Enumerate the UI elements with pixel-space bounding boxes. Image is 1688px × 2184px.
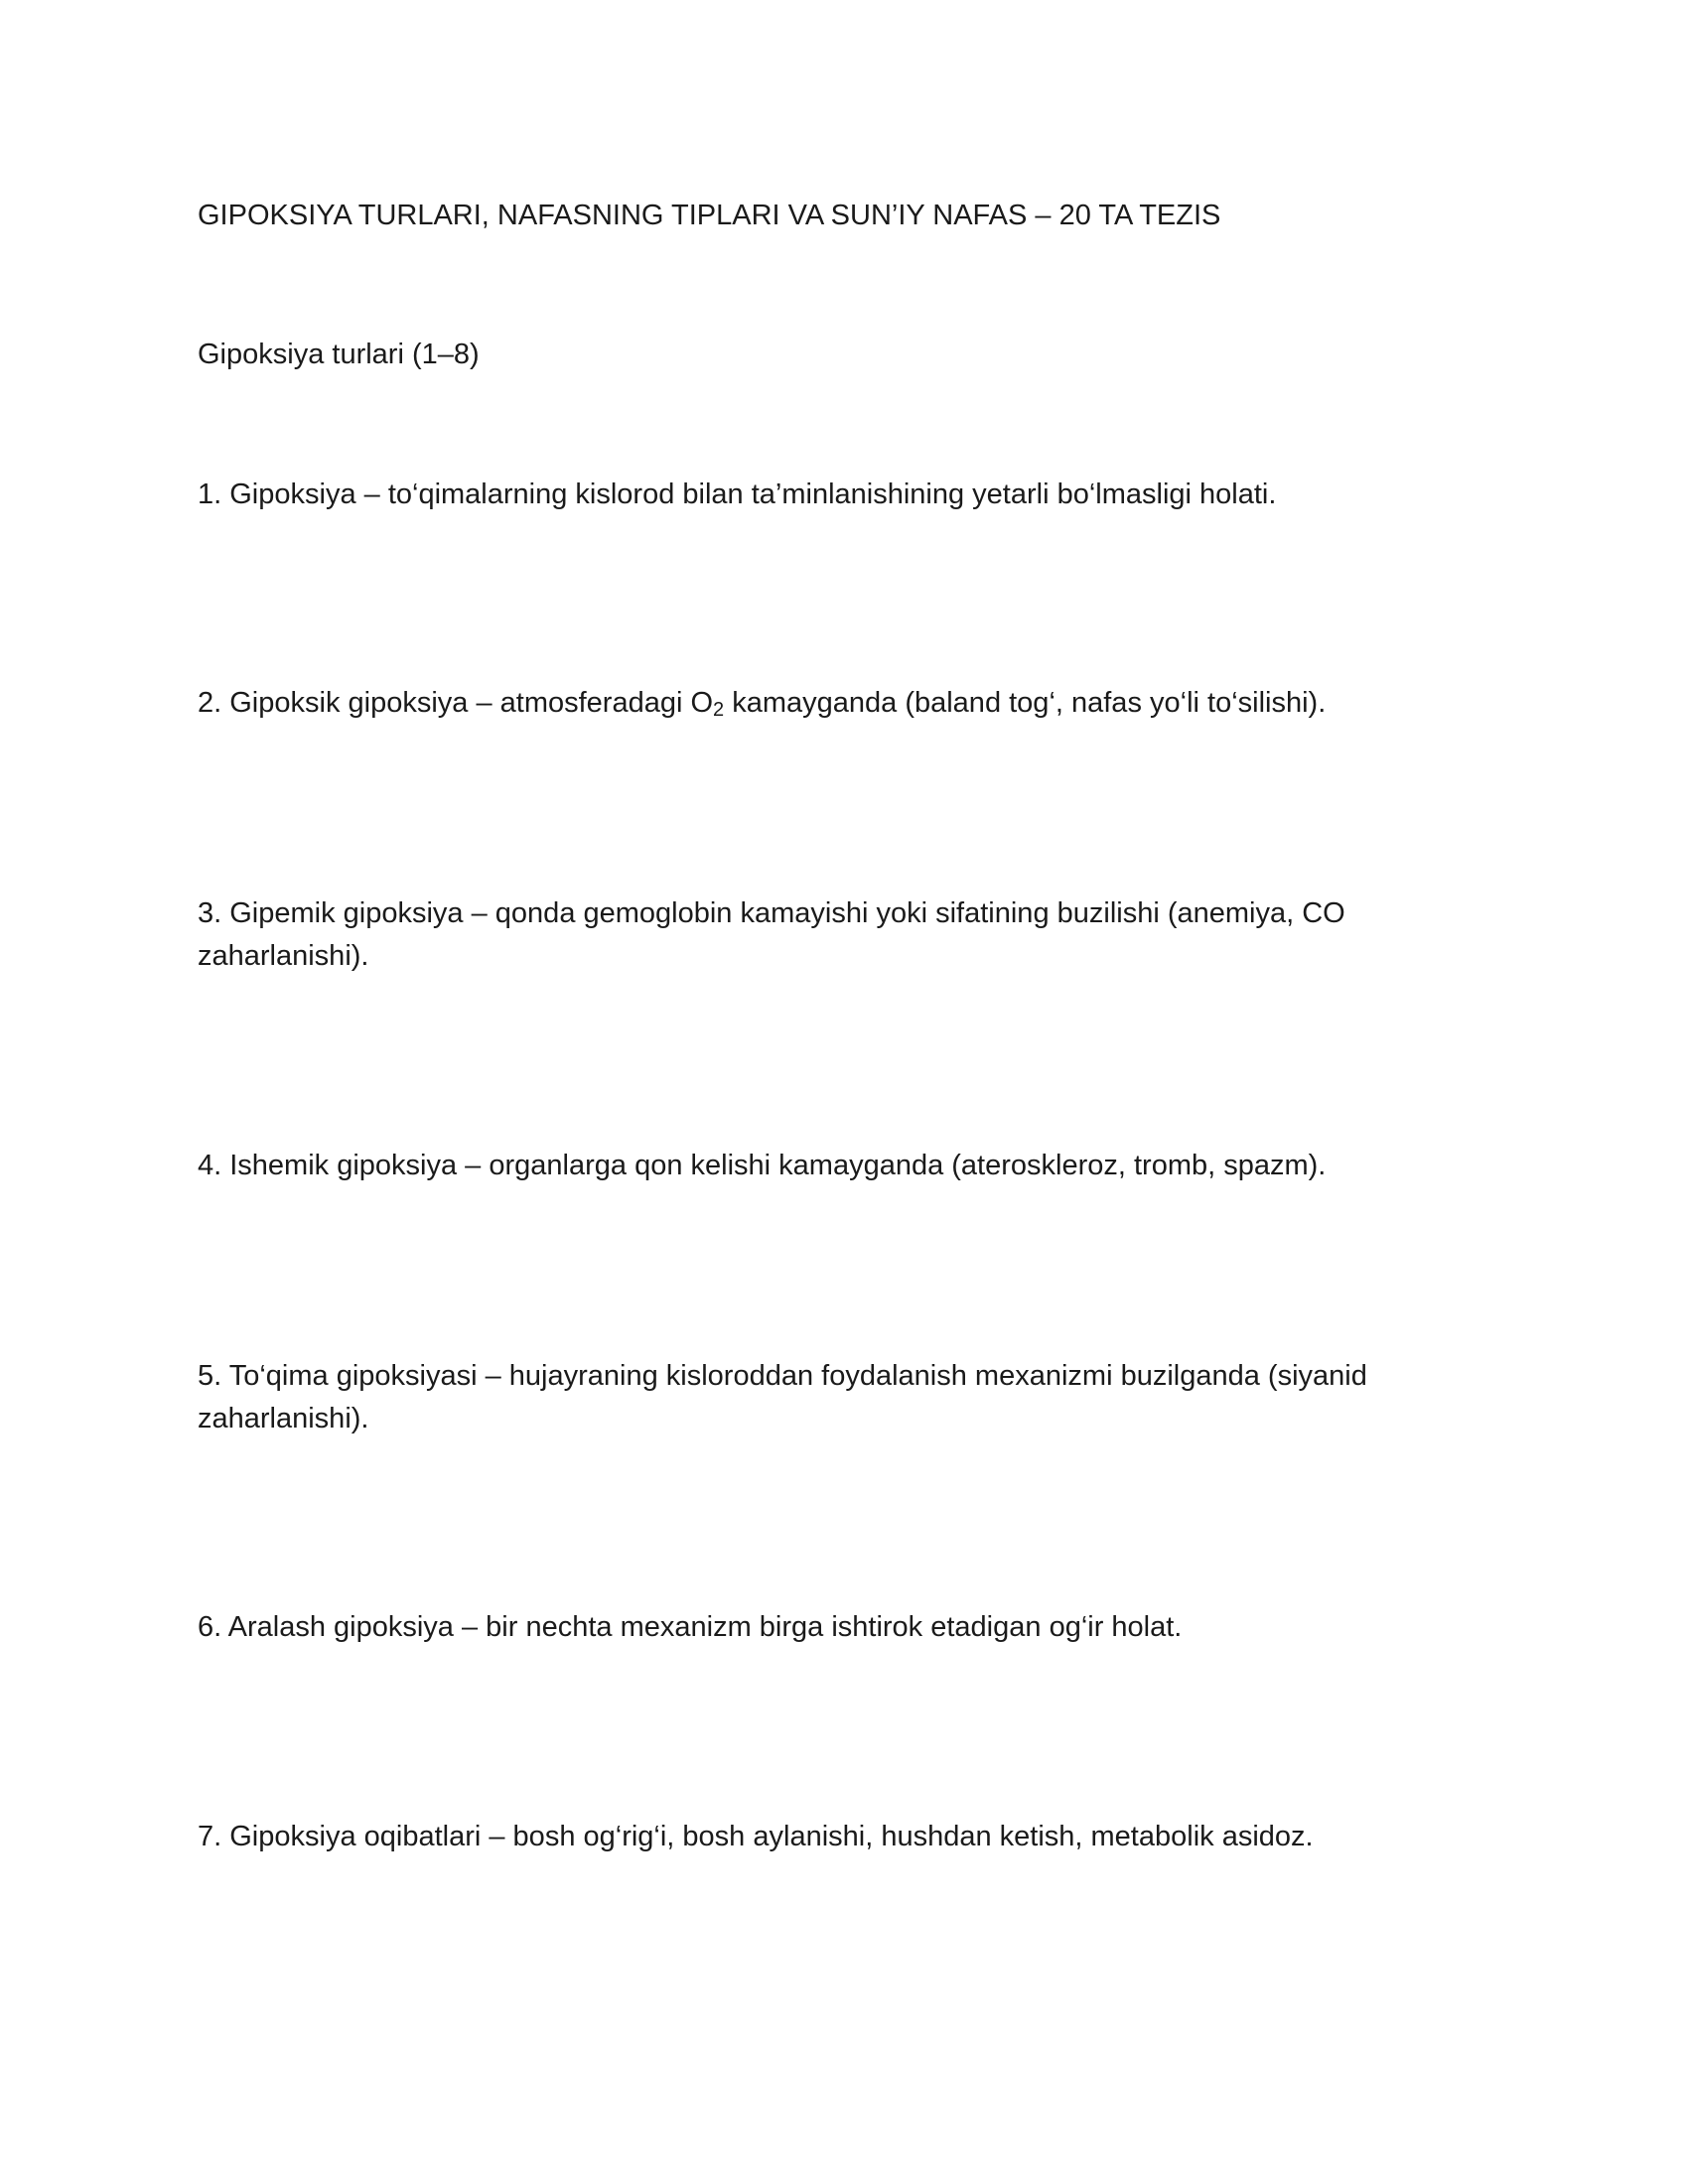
list-item-7: 7. Gipoksiya oqibatlari – bosh og‘rig‘i, bosh aylanishi, hushdan ketish, metabolik asidoz.: [198, 1821, 1314, 1852]
list-item-6: 6. Aralash gipoksiya – bir nechta mexanizm birga ishtirok etadigan og‘ir holat.: [198, 1611, 1183, 1643]
list-item-1: 1. Gipoksiya – to‘qimalarning kislorod bilan ta’minlanishining yetarli bo‘lmasligi holati.: [198, 478, 1277, 510]
list-item-2-text-start: 2. Gipoksik gipoksiya – atmosferadagi O: [198, 687, 714, 719]
document-title: GIPOKSIYA TURLARI, NAFASNING TIPLARI VA SUN’IY NAFAS – 20 TA TEZIS: [198, 200, 1221, 231]
oxygen-subscript: 2: [713, 699, 725, 721]
section-heading: Gipoksiya turlari (1–8): [198, 339, 480, 370]
list-item-2-text-end: kamayganda (baland tog‘, nafas yo‘li to‘silishi).: [724, 687, 1327, 719]
list-item-4: 4. Ishemik gipoksiya – organlarga qon kelishi kamayganda (ateroskleroz, tromb, spazm).: [198, 1150, 1327, 1181]
list-item-5: 5. To‘qima gipoksiyasi – hujayraning kisloroddan foydalanish mexanizmi buzilganda (siyanid zaharlanishi).: [198, 1360, 1367, 1434]
list-item-2: [198, 682, 1449, 725]
list-item-3: 3. Gipemik gipoksiya – qonda gemoglobin kamayishi yoki sifatining buzilishi (anemiya, CO zaharlanishi).: [198, 897, 1345, 972]
